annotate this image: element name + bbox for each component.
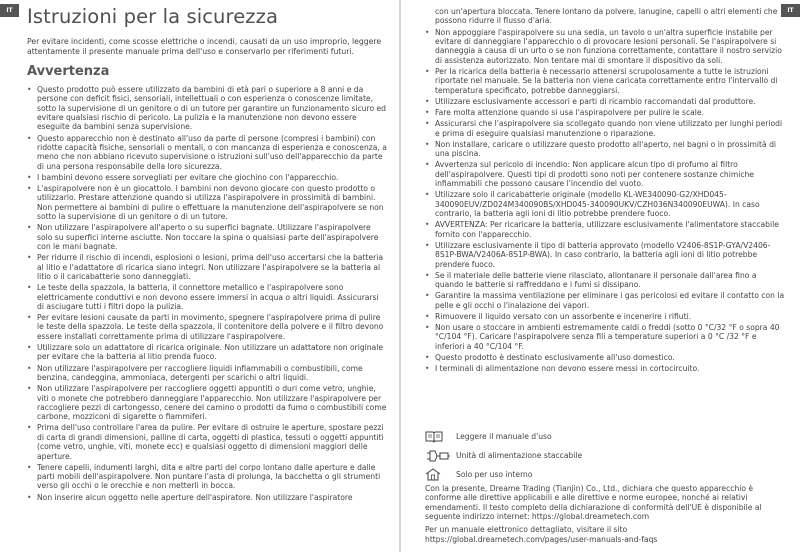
- list-item: • Non utilizzare l'aspirapolvere per raccogliere liquidi infiammabili o combustibili, come benzina, candeggina, ammoniaca, detergenti per scarichi o altri liquidi.: [27, 364, 387, 383]
- warning-list-continued: [425, 7, 785, 376]
- list-item: • Non usare o stoccare in ambienti estremamente caldi o freddi (sotto 0 °C/32 °F o sopra 40 °C/104 °F). Caricare l'aspirapolvere senza fili a temperature superiori a 0 °C /32 °F e inferiori a 40 °C/104 °F.: [425, 323, 785, 351]
- list-item: • Per ridurre il rischio di incendi, esplosioni o lesioni, prima dell'uso accertarsi che la batteria al litio e l'adattatore di ricarica siano integri. Non utilizzare l'aspirapolvere se la batteria al litio o il caricabatterie sono danneggiati.: [27, 253, 387, 281]
- list-item: • Fare molta attenzione quando si usa l'aspirapolvere per pulire le scale.: [425, 108, 785, 117]
- manual-link-paragraph: Per un manuale elettronico dettagliato, visitare il sito https://global.dreametech.com/pages/user-manuals-and-faqs: [425, 525, 658, 544]
- read-manual-icon: [425, 430, 453, 444]
- list-item: • Rimuovere il liquido versato con un assorbente e incenerire i rifiuti.: [425, 312, 785, 321]
- list-item: • I terminali di alimentazione non devono essere messi in cortocircuito.: [425, 364, 785, 373]
- symbol-row: [425, 466, 785, 483]
- warning-list: [27, 85, 387, 504]
- list-item: • Non utilizzare l'aspirapolvere all'aperto o su superfici bagnate. Utilizzare l'aspirapolvere solo su superfici interne asciutte. Non toccare la spina o qualsiasi parte dell'aspirapolvere con le mani bagnate.: [27, 223, 387, 251]
- symbol-row: [425, 428, 785, 445]
- list-item-continuation: con un'apertura bloccata. Tenere lontano da polvere, lanugine, capelli o altri elementi che possono ridurre il flusso d'aria.: [435, 7, 778, 26]
- list-item: • Utilizzare solo il caricabatterie originale (modello KL-WE340090-G2/XHD045-340090EUV/ZD024M340090BS/XHD045-340090UKV/CZH036N340090EUWA). In caso contrario, la batteria agli ioni di litio potrebbe prendere fuoco.: [425, 190, 785, 218]
- list-item: • Le teste della spazzola, la batteria, il connettore metallico e l'aspirapolvere sono elettricamente conduttivi e non devono essere immersi in acqua o altri liquidi. Assicurarsi di asciugare tutti i filtri dopo la pulizia.: [27, 283, 387, 311]
- list-item: • Se il materiale delle batterie viene rilasciato, allontanare il personale dall'area fino a quando le batterie si raffreddano e i fumi si dissipano.: [425, 271, 785, 290]
- symbol-row: [425, 447, 785, 464]
- list-item: • AVVERTENZA: Per ricaricare la batteria, utilizzare esclusivamente l'alimentatore staccabile fornito con l'apparecchio.: [425, 220, 785, 239]
- list-item: • Utilizzare esclusivamente accessori e parti di ricambio raccomandati dal produttore.: [425, 97, 785, 106]
- closing-text: [425, 484, 787, 548]
- symbol-legend: [425, 428, 785, 485]
- list-item: • Non appoggiare l'aspirapolvere su una sedia, un tavolo o un'altra superficie instabile per evitare di danneggiare l'apparecchio o di provocare lesioni personali. Se l'aspirapolvere si danneggia a causa di un urto o se non funziona correttamente, contattare il nostro servizio di assistenza autorizzato. Non tentare mai di smontare il dispositivo da soli.: [425, 28, 785, 65]
- list-item: • Per evitare lesioni causate da parti in movimento, spegnere l'aspirapolvere prima di pulire le teste della spazzola. Le teste della spazzola, il contenitore della polvere e il filtro devono essere installati correttamente prima di utilizzare l'aspirapolvere.: [27, 313, 387, 341]
- right-page: [401, 0, 800, 552]
- list-item: • Questo prodotto è destinato esclusivamente all'uso domestico.: [425, 353, 785, 362]
- language-tab: IT: [781, 4, 800, 17]
- list-item: • Non utilizzare l'aspirapolvere per raccogliere oggetti appuntiti o duri come vetro, unghie, viti o monete che potrebbero danneggiare l'apparecchio. Non utilizzare l'aspirapolvere per raccogliere pezzi di cartongesso, cenere del camino o prodotti da fumo o combustibili come carbone, mozziconi di sigarette o fiammiferi.: [27, 384, 387, 421]
- list-item: • L'aspirapolvere non è un giocattolo. I bambini non devono giocare con questo prodotto o utilizzarlo. Prestare attenzione quando si utilizza l'aspirapolvere in prossimità di bambini. Non permettere ai bambini di pulire o effettuare la manutenzione dell'aspirapolvere se non sotto la supervisione di un genitore o di un tutore.: [27, 184, 387, 221]
- page-title: Istruzioni per la sicurezza: [27, 5, 279, 28]
- list-item: • Utilizzare solo un adattatore di ricarica originale. Non utilizzare un adattatore non originale per evitare che la batteria al litio prenda fuoco.: [27, 343, 387, 362]
- list-item: • Non inserire alcun oggetto nelle aperture dell'aspiratore. Non utilizzare l'aspiratore: [27, 493, 387, 502]
- list-item: • Assicurarsi che l'aspirapolvere sia scollegato quando non viene utilizzato per lunghi periodi e prima di eseguire qualsiasi manutenzione o riparazione.: [425, 119, 785, 138]
- language-tab: IT: [0, 4, 19, 17]
- intro-paragraph: Per evitare incidenti, come scosse elettriche o incendi, causati da un uso improprio, leggere attentamente il presente manuale prima dell'uso e conservarlo per riferimenti futuri.: [27, 37, 382, 56]
- list-item: • I bambini devono essere sorvegliati per evitare che giochino con l'apparecchio.: [27, 173, 387, 182]
- symbol-label: Solo per uso interno: [456, 470, 533, 479]
- list-item: • Prima dell'uso controllare l'area da pulire. Per evitare di ostruire le aperture, spostare pezzi di carta di grandi dimensioni, palline di carta, oggetti di plastica, tessuti o oggetti appuntiti (come vetro, unghie, viti, monete ecc) e qualsiasi oggetto di dimensioni maggiori delle aperture.: [27, 423, 387, 460]
- section-heading-warning: Avvertenza: [27, 64, 110, 79]
- declaration-paragraph: Con la presente, Dreame Trading (Tianjin) Co., Ltd., dichiara che questo apparecchio è conforme alle direttive applicabili e alle direttive e norme europee, nonché ai relativi emendamenti. Il testo completo della dichiarazione di conformità dell'UE è disponibile al seguente indirizzo internet: https://global.dreametech.com: [425, 484, 762, 522]
- list-item: • Avvertenza sul pericolo di incendio: Non applicare alcun tipo di profumo al filtro dell'aspirapolvere. Questi tipi di prodotti sono noti per contenere sostanze chimiche infiammabili che possono causare l'incendio del vuoto.: [425, 160, 785, 188]
- symbol-label: Leggere il manuale d'uso: [456, 432, 552, 441]
- list-item: • Garantire la massima ventilazione per eliminare i gas pericolosi ed evitare il contatto con la pelle e gli occhi o l'inalazione dei vapori.: [425, 291, 785, 310]
- left-page: [0, 0, 399, 552]
- list-item: • Tenere capelli, indumenti larghi, dita e altre parti del corpo lontano dalle aperture e dalle parti mobili dell'aspirapolvere. Non puntare l'asta di prolunga, la bacchetta o gli strumenti verso gli occhi o le orecchie e non metterli in bocca.: [27, 463, 387, 491]
- list-item: • Non installare, caricare o utilizzare questo prodotto all'aperto, nei bagni o in prossimità di una piscina.: [425, 140, 785, 159]
- symbol-label: Unità di alimentazione staccabile: [456, 451, 583, 460]
- list-item: • Utilizzare esclusivamente il tipo di batteria approvato (modello V2406-8S1P-GYA/V2406-8S1P-BWA/V2406A-8S1P-BWA). In caso contrario, la batteria agli ioni di litio potrebbe prendere fuoco.: [425, 241, 785, 269]
- list-item: • Per la ricarica della batteria è necessario attenersi scrupolosamente a tutte le istruzioni riportate nel manuale. Se la batteria non viene caricata correttamente entro l'intervallo di temperatura specificato, potrebbe danneggiarsi.: [425, 67, 785, 95]
- list-item: • Questo prodotto può essere utilizzato da bambini di età pari o superiore a 8 anni e da persone con deficit fisici, sensoriali, intellettuali o con esperienza o conoscenze limitate, sotto la supervisione di un genitore o di un tutore per garantire un funzionamento sicuro ed evitare qualsiasi rischio di pericolo. La pulizia e la manutenzione non devono essere eseguite da bambini senza supervisione.: [27, 85, 387, 132]
- detachable-power-supply-icon: [425, 449, 453, 463]
- indoor-use-only-icon: [425, 468, 453, 482]
- list-item: • Questo apparecchio non è destinato all'uso da parte di persone (compresi i bambini) con ridotte capacità fisiche, sensoriali o mentali, o con mancanza di esperienza e conoscenza, a meno che non abbiano ricevuto supervisione o istruzioni sull'uso dell'apparecchio da parte di una persona responsabile della loro sicurezza.: [27, 134, 387, 171]
